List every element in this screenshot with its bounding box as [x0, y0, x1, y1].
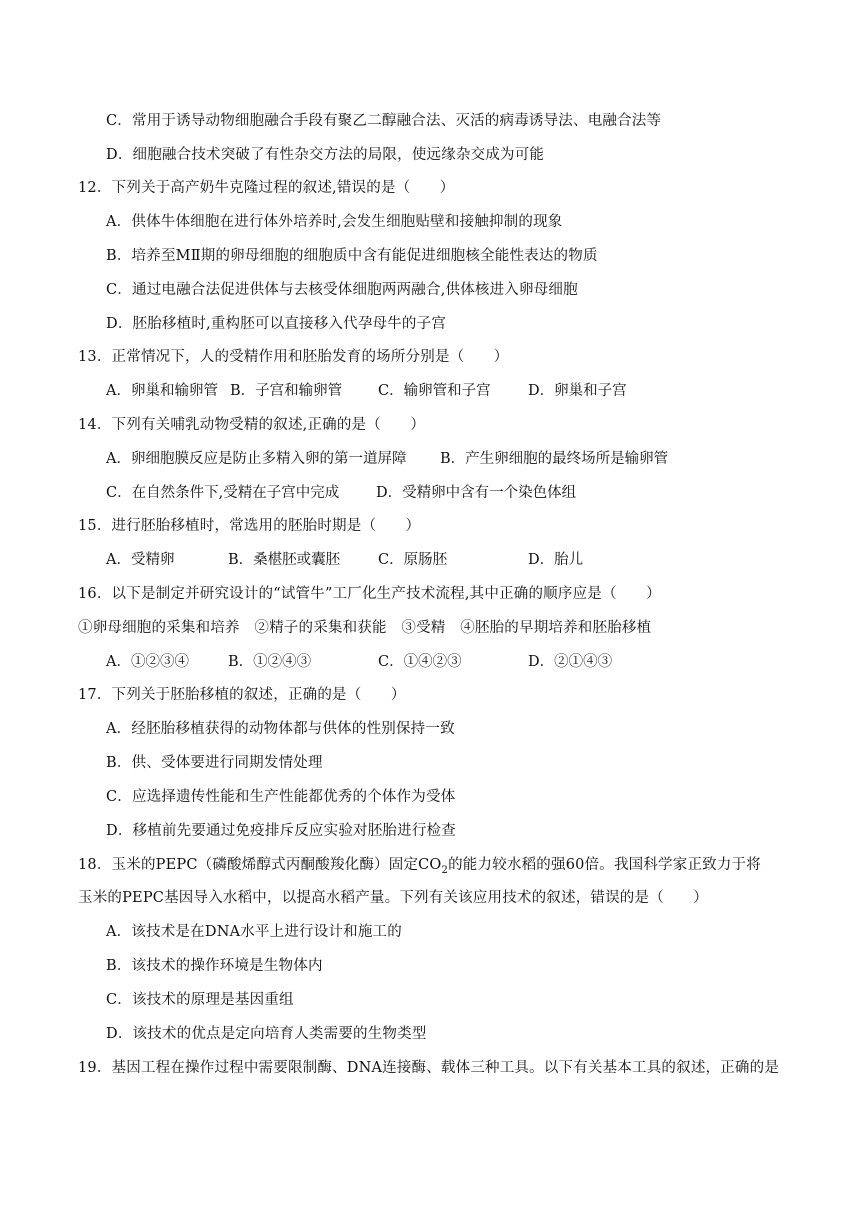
- option-text: B．子宫和输卵管: [230, 383, 343, 399]
- question-text: 19．基因工程在操作过程中需要限制酶、DNA连接酶、载体三种工具。以下有关基本工具的叙述，正确的是: [78, 1060, 780, 1076]
- option-text: D．该技术的优点是定向培育人类需要的生物类型: [106, 1026, 427, 1042]
- option-text: A．供体牛体细胞在进行体外培养时,会发生细胞贴壁和接触抑制的现象: [106, 214, 563, 230]
- option-text: C．通过电融合法促进供体与去核受体细胞两两融合,供体核进入卵母细胞: [106, 282, 578, 298]
- option-text: C．应选择遗传性能和生产性能都优秀的个体作为受体: [106, 789, 456, 805]
- option-text: B．该技术的操作环境是生物体内: [106, 958, 323, 974]
- option-text: C．该技术的原理是基因重组: [106, 992, 294, 1008]
- question-text: 12．下列关于高产奶牛克隆过程的叙述,错误的是（ ）: [78, 180, 455, 196]
- option-text: C．常用于诱导动物细胞融合手段有聚乙二醇融合法、灭活的病毒诱导法、电融合法等: [106, 113, 662, 129]
- option-text: C．①④②③: [378, 654, 462, 670]
- option-text: B．供、受体要进行同期发情处理: [106, 755, 323, 771]
- question-text: 14．下列有关哺乳动物受精的叙述,正确的是（ ）: [78, 417, 426, 433]
- option-text: B．桑椹胚或囊胚: [228, 552, 341, 568]
- option-text: D．胚胎移植时,重构胚可以直接移入代孕母牛的子宫: [106, 316, 447, 332]
- option-text: D．胎儿: [528, 552, 584, 568]
- option-text: B．①②④③: [228, 654, 312, 670]
- option-text: A．①②③④: [106, 654, 189, 670]
- option-text: A．受精卵: [106, 552, 175, 568]
- option-text: A．卵巢和输卵管: [106, 383, 218, 399]
- question-text-part: 18．玉米的PEPC（磷酸烯醇式丙酮酸羧化酶）固定CO: [78, 857, 442, 873]
- option-text: D．②①④③: [528, 654, 613, 670]
- question-text: 13．正常情况下，人的受精作用和胚胎发育的场所分别是（ ）: [78, 349, 509, 365]
- option-text: C．原肠胚: [378, 552, 448, 568]
- option-text: A．该技术是在DNA水平上进行设计和施工的: [106, 924, 402, 940]
- option-text: C．输卵管和子宫: [378, 383, 491, 399]
- option-text: D．细胞融合技术突破了有性杂交方法的局限，使远缘杂交成为可能: [106, 147, 545, 163]
- subscript: 2: [441, 864, 449, 876]
- question-steps: ①卵母细胞的采集和培养 ②精子的采集和获能 ③受精 ④胚胎的早期培养和胚胎移植: [78, 620, 652, 636]
- question-text: 玉米的PEPC基因导入水稻中，以提高水稻产量。下列有关该应用技术的叙述，错误的是（ ）: [78, 890, 708, 906]
- option-text: B．产生卵细胞的最终场所是输卵管: [440, 451, 669, 467]
- option-text: B．培养至MⅡ期的卵母细胞的细胞质中含有能促进细胞核全能性表达的物质: [106, 248, 598, 264]
- question-text: 16．以下是制定并研究设计的“试管牛”工厂化生产技术流程,其中正确的顺序应是（ ）: [78, 586, 661, 602]
- question-text: 15．进行胚胎移植时，常选用的胚胎时期是（ ）: [78, 518, 421, 534]
- question-text: [78, 855, 761, 881]
- option-text: C．在自然条件下,受精在子宫中完成: [106, 485, 340, 501]
- option-text: D．受精卵中含有一个染色体组: [376, 485, 577, 501]
- question-text: 17．下列关于胚胎移植的叙述，正确的是（ ）: [78, 687, 406, 703]
- option-text: D．卵巢和子宫: [528, 383, 627, 399]
- option-text: A．卵细胞膜反应是防止多精入卵的第一道屏障: [106, 451, 407, 467]
- option-text: A．经胚胎移植获得的动物体都与供体的性别保持一致: [106, 721, 455, 737]
- option-text: D．移植前先要通过免疫排斥反应实验对胚胎进行检查: [106, 823, 456, 839]
- question-text-part: 的能力较水稻的强60倍。我国科学家正致力于将: [448, 857, 761, 873]
